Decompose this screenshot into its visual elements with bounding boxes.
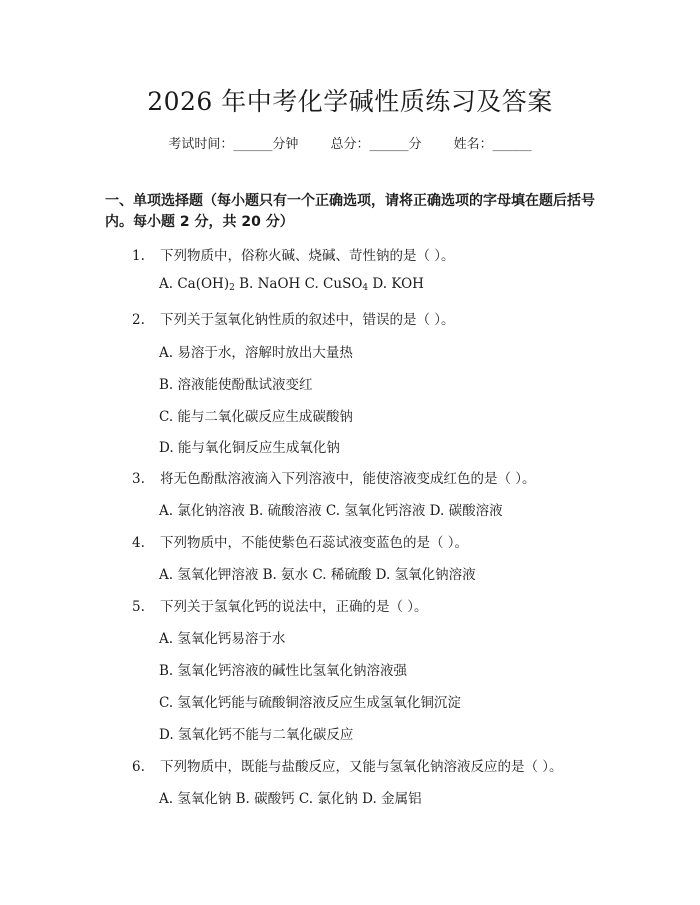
question-number: 4. (132, 535, 145, 551)
question-3-options: A. 氯化钠溶液 B. 硫酸溶液 C. 氢氧化钙溶液 D. 碳酸溶液 (159, 503, 503, 519)
option-b: B. 溶液能使酚酞试液变红 (159, 377, 313, 393)
question-number: 3. (132, 471, 145, 487)
question-number: 5. (132, 599, 145, 615)
question-2 (132, 308, 455, 328)
exam-info (0, 133, 700, 152)
total-score-field: 总分：______分 (330, 137, 422, 152)
option-c: C. 氢氧化钙能与硫酸铜溶液反应生成氢氧化铜沉淀 (159, 695, 461, 711)
question-5 (132, 595, 428, 615)
question-number: 1. (132, 248, 145, 264)
question-number: 2. (132, 312, 145, 328)
question-number: 6. (132, 759, 145, 775)
option-d: D. 能与氧化铜反应生成氧化钠 (159, 440, 340, 456)
question-stem: 下列物质中，既能与盐酸反应，又能与氢氧化钠溶液反应的是（ ）。 (160, 759, 563, 775)
option-text: D. KOH (368, 276, 424, 292)
section-heading: 一、单项选择题（每小题只有一个正确选项，请将正确选项的字母填在题后括号内。每小题 2 分，共 20 分） (105, 193, 595, 230)
question-stem: 下列物质中，俗称火碱、烧碱、苛性钠的是（ ）。 (160, 248, 455, 264)
option-c: C. 能与二氧化碳反应生成碳酸钠 (159, 409, 353, 425)
exam-time-field: 考试时间：______分钟 (168, 137, 299, 152)
question-6-options: A. 氢氧化钠 B. 碳酸钙 C. 氯化钠 D. 金属铝 (159, 791, 422, 807)
question-6 (132, 755, 563, 775)
document-title: 2026 年中考化学碱性质练习及答案 (147, 87, 553, 116)
question-1 (132, 244, 455, 264)
question-4-options: A. 氢氧化钾溶液 B. 氨水 C. 稀硫酸 D. 氢氧化钠溶液 (159, 567, 476, 583)
option-a: A. 易溶于水，溶解时放出大量热 (159, 345, 353, 361)
option-text: B. NaOH C. CuSO (234, 276, 363, 292)
question-stem: 将无色酚酞溶液滴入下列溶液中，能使溶液变成红色的是（ ）。 (160, 471, 536, 487)
subscript: 4 (362, 283, 369, 293)
question-3 (132, 467, 536, 487)
option-b: B. 氢氧化钙溶液的碱性比氢氧化钠溶液强 (159, 663, 408, 679)
student-name-field: 姓名：______ (453, 137, 532, 152)
question-stem: 下列关于氢氧化钠性质的叙述中，错误的是（ ）。 (160, 312, 455, 328)
option-text: A. Ca(OH) (159, 276, 230, 292)
question-1-options (159, 276, 424, 293)
question-4 (132, 531, 468, 551)
subscript: 2 (229, 283, 235, 293)
option-a: A. 氢氧化钙易溶于水 (159, 631, 286, 647)
option-d: D. 氢氧化钙不能与二氧化碳反应 (159, 727, 354, 743)
question-stem: 下列物质中，不能使紫色石蕊试液变蓝色的是（ ）。 (160, 535, 469, 551)
question-stem: 下列关于氢氧化钙的说法中，正确的是（ ）。 (160, 599, 428, 615)
